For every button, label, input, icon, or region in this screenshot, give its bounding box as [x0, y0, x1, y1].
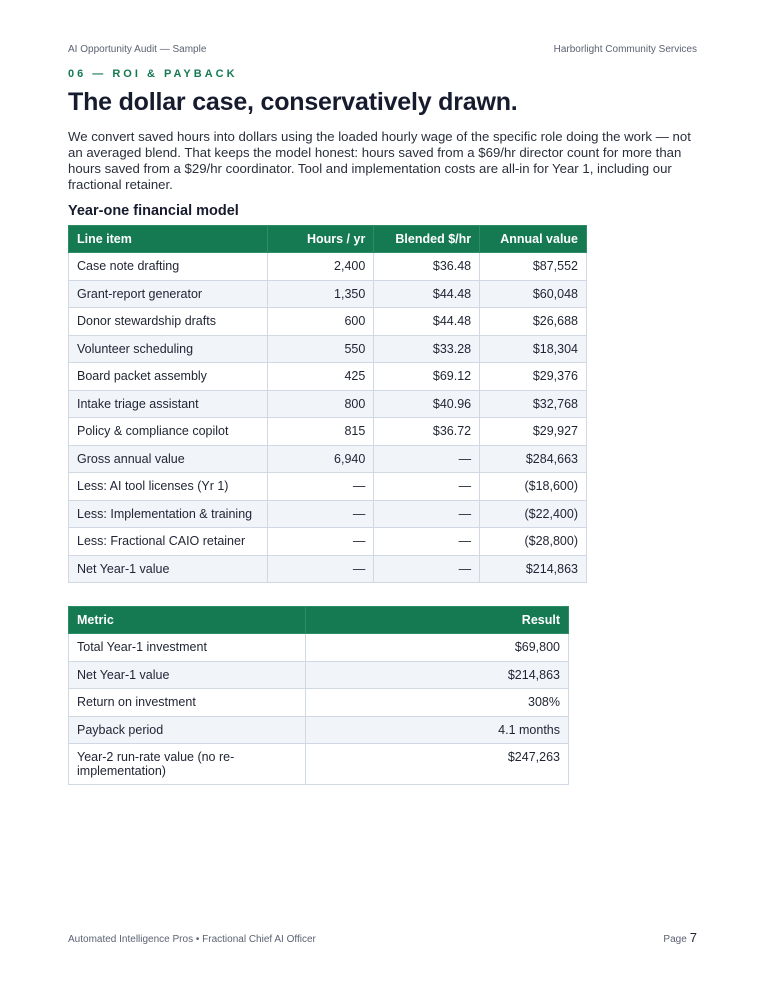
hours-cell: — — [267, 555, 374, 583]
annual-value-cell: ($18,600) — [480, 473, 587, 501]
hours-cell: 6,940 — [267, 445, 374, 473]
rate-cell: — — [374, 445, 480, 473]
hours-cell: 800 — [267, 390, 374, 418]
line-item-cell: Intake triage assistant — [69, 390, 268, 418]
rate-cell: — — [374, 555, 480, 583]
table-row — [69, 418, 587, 446]
table-row — [69, 528, 587, 556]
rate-cell: — — [374, 473, 480, 501]
annual-value-cell: $60,048 — [480, 280, 587, 308]
table-row — [69, 445, 587, 473]
column-header-annual-value: Annual value — [480, 226, 587, 253]
metric-result-cell: 4.1 months — [305, 716, 568, 744]
hours-cell: 1,350 — [267, 280, 374, 308]
page-header — [68, 44, 697, 55]
line-item-cell: Board packet assembly — [69, 363, 268, 391]
table-header-row — [69, 226, 587, 253]
rate-cell: $33.28 — [374, 335, 480, 363]
table-row — [69, 661, 569, 689]
annual-value-cell: $29,927 — [480, 418, 587, 446]
table-header-row — [69, 607, 569, 634]
annual-value-cell: $26,688 — [480, 308, 587, 336]
table-row — [69, 634, 569, 662]
table-row — [69, 363, 587, 391]
metrics-table — [68, 606, 569, 785]
table-row — [69, 308, 587, 336]
rate-cell: — — [374, 528, 480, 556]
column-header-rate: Blended $/hr — [374, 226, 480, 253]
metric-result-cell: $214,863 — [305, 661, 568, 689]
annual-value-cell: $284,663 — [480, 445, 587, 473]
table-row — [69, 473, 587, 501]
hours-cell: — — [267, 473, 374, 501]
page-label: Page — [663, 934, 687, 945]
rate-cell: — — [374, 500, 480, 528]
section-kicker: 06 — ROI & PAYBACK — [68, 68, 238, 80]
line-item-cell: Grant-report generator — [69, 280, 268, 308]
table-row — [69, 716, 569, 744]
metric-name-cell: Payback period — [69, 716, 306, 744]
line-item-cell: Less: Fractional CAIO retainer — [69, 528, 268, 556]
metric-name-cell: Year-2 run-rate value (no re-implementation) — [69, 744, 306, 785]
line-item-cell: Gross annual value — [69, 445, 268, 473]
intro-paragraph: We convert saved hours into dollars using the loaded hourly wage of the specific role doing the work — not an averaged blend. That keeps the model honest: hours saved from a $69/hr director count for more than hours saved from a $29/hr coordinator. Tool and implementation costs are all-in for Year 1, including our fractional retainer. — [68, 129, 691, 192]
table-row — [69, 390, 587, 418]
table-row — [69, 555, 587, 583]
line-item-cell: Policy & compliance copilot — [69, 418, 268, 446]
line-item-cell: Donor stewardship drafts — [69, 308, 268, 336]
column-header-result: Result — [305, 607, 568, 634]
rate-cell: $36.48 — [374, 253, 480, 281]
financial-model-table — [68, 225, 587, 583]
hours-cell: — — [267, 528, 374, 556]
annual-value-cell: $29,376 — [480, 363, 587, 391]
column-header-line-item: Line item — [69, 226, 268, 253]
rate-cell: $44.48 — [374, 280, 480, 308]
header-client-name: Harborlight Community Services — [553, 44, 697, 55]
rate-cell: $40.96 — [374, 390, 480, 418]
line-item-cell: Case note drafting — [69, 253, 268, 281]
hours-cell: 600 — [267, 308, 374, 336]
table-row — [69, 744, 569, 785]
rate-cell: $36.72 — [374, 418, 480, 446]
annual-value-cell: ($22,400) — [480, 500, 587, 528]
model-heading: Year-one financial model — [68, 203, 239, 219]
metric-name-cell: Net Year-1 value — [69, 661, 306, 689]
footer-brand: Automated Intelligence Pros • Fractional Chief AI Officer — [68, 934, 316, 945]
page-title: The dollar case, conservatively drawn. — [68, 88, 518, 116]
line-item-cell: Net Year-1 value — [69, 555, 268, 583]
rate-cell: $44.48 — [374, 308, 480, 336]
table-row — [69, 689, 569, 717]
metric-result-cell: $247,263 — [305, 744, 568, 785]
hours-cell: 2,400 — [267, 253, 374, 281]
line-item-cell: Less: Implementation & training — [69, 500, 268, 528]
annual-value-cell: $214,863 — [480, 555, 587, 583]
hours-cell: 425 — [267, 363, 374, 391]
table-row — [69, 500, 587, 528]
column-header-metric: Metric — [69, 607, 306, 634]
hours-cell: 815 — [267, 418, 374, 446]
line-item-cell: Volunteer scheduling — [69, 335, 268, 363]
line-item-cell: Less: AI tool licenses (Yr 1) — [69, 473, 268, 501]
page-number: 7 — [689, 930, 697, 945]
hours-cell: 550 — [267, 335, 374, 363]
annual-value-cell: ($28,800) — [480, 528, 587, 556]
annual-value-cell: $32,768 — [480, 390, 587, 418]
page-indicator — [663, 930, 697, 945]
metric-result-cell: 308% — [305, 689, 568, 717]
page-footer — [68, 930, 697, 945]
table-row — [69, 280, 587, 308]
annual-value-cell: $18,304 — [480, 335, 587, 363]
hours-cell: — — [267, 500, 374, 528]
column-header-hours: Hours / yr — [267, 226, 374, 253]
metric-result-cell: $69,800 — [305, 634, 568, 662]
table-row — [69, 253, 587, 281]
metric-name-cell: Total Year-1 investment — [69, 634, 306, 662]
table-row — [69, 335, 587, 363]
annual-value-cell: $87,552 — [480, 253, 587, 281]
rate-cell: $69.12 — [374, 363, 480, 391]
header-doc-title: AI Opportunity Audit — Sample — [68, 44, 207, 55]
metric-name-cell: Return on investment — [69, 689, 306, 717]
